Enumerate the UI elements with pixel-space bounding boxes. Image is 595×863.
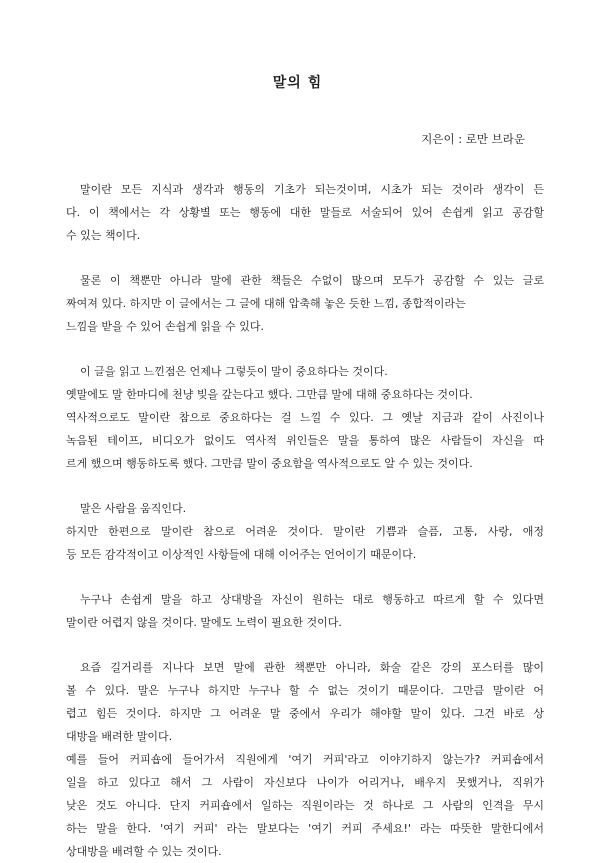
text-line: 짜여져 있다. 하지만 이 글에서는 그 글에 대해 압축해 놓은 듯한 느낌, 종합적이라는 bbox=[66, 297, 466, 310]
text-line: 말은 사람을 움직인다. bbox=[80, 502, 187, 515]
document-author: 지은이 : 로만 브라운 bbox=[421, 132, 525, 146]
text-line: 일을 하고 있다고 해서 그 사람이 자신보다 나이가 어리거나, 배우지 못했거나, 직위가 bbox=[66, 776, 544, 789]
text-line: 하는 말을 한다. '여기 커피' 라는 말보다는 '여기 커피 주세요!' 라는 따뜻한 말한디에서 bbox=[66, 822, 544, 835]
paragraph bbox=[66, 269, 544, 338]
text-line: 물론 이 책뿐만 아니라 말에 관한 책들은 수없이 많으며 모두가 공감할 수 있는 글로 bbox=[80, 274, 544, 287]
text-line: 하지만 한편으로 말이란 참으로 어려운 것이다. 말이란 기쁨과 슬픔, 고통, 사랑, 애정 bbox=[66, 525, 544, 538]
document-title: 말의 힘 bbox=[272, 75, 323, 91]
text-line: 말이란 모든 지식과 생각과 행동의 기초가 되는것이며, 시초가 되는 것이라 생각이 든 bbox=[80, 183, 544, 196]
paragraph bbox=[66, 360, 544, 475]
text-line: 느낌을 받을 수 있어 손쉽게 읽을 수 있다. bbox=[66, 320, 264, 333]
paragraph bbox=[66, 588, 544, 634]
text-line: 렵고 힘든 것이다. 하지만 그 어려운 말 중에서 우리가 해야할 말이 있다. 그건 바로 상 bbox=[66, 707, 544, 720]
paragraph bbox=[66, 178, 544, 247]
text-line: 예를 들어 커피숍에 들어가서 직원에게 '여기 커피'라고 이야기하지 않는가? 커피숍에서 bbox=[66, 753, 544, 766]
text-line: 녹음된 테이프, 비디오가 없이도 역사적 위인들은 말을 통하여 많은 사람들이 자신을 따 bbox=[66, 434, 544, 447]
text-line: 볼 수 있다. 말은 누구나 하지만 누구나 할 수 없는 것이기 때문이다. 그만큼 말이란 어 bbox=[66, 684, 544, 697]
text-line: 다. 이 책에서는 각 상황별 또는 행동에 대한 말들로 서술되어 있어 손쉽게 읽고 공감할 bbox=[66, 206, 544, 219]
text-line: 누구나 손쉽게 말을 하고 상대방을 자신이 원하는 대로 행동하고 따르게 할 수 있다면 bbox=[80, 593, 544, 606]
text-line: 이 글을 읽고 느낀점은 언제나 그렇듯이 말이 중요하다는 것이다. bbox=[80, 365, 388, 378]
text-line: 상대방을 배려할 수 있는 것이다. bbox=[66, 845, 222, 858]
text-line: 대방을 배려한 말이다. bbox=[66, 730, 173, 743]
text-line: 요즘 길거리를 지나다 보면 말에 관한 책뿐만 아니라, 화술 같은 강의 포스터를 많이 bbox=[80, 661, 544, 674]
text-line: 말이란 어렵지 않을 것이다. 말에도 노력이 필요한 것이다. bbox=[66, 616, 342, 629]
paragraph bbox=[66, 656, 544, 863]
text-line: 수 있는 책이다. bbox=[66, 229, 141, 242]
text-line: 르게 했으며 행동하도록 했다. 그만큼 말이 중요함을 역사적으로도 알 수 있는 것이다. bbox=[66, 457, 473, 470]
paragraph bbox=[66, 497, 544, 566]
text-line: 역사적으로도 말이란 참으로 중요하다는 걸 느낄 수 있다. 그 옛날 지금과 같이 사진이나 bbox=[66, 411, 544, 424]
text-line: 옛말에도 말 한마디에 천냥 빚을 갚는다고 했다. 그만큼 말에 대해 중요하다는 것이다. bbox=[66, 388, 473, 401]
text-line: 낮은 것도 아니다. 단지 커피숍에서 일하는 직원이라는 것 하나로 그 사람의 인격을 무시 bbox=[66, 799, 544, 812]
document-body bbox=[66, 178, 544, 863]
text-line: 등 모든 감각적이고 이상적인 사항들에 대해 이어주는 언어이기 때문이다. bbox=[66, 548, 417, 561]
